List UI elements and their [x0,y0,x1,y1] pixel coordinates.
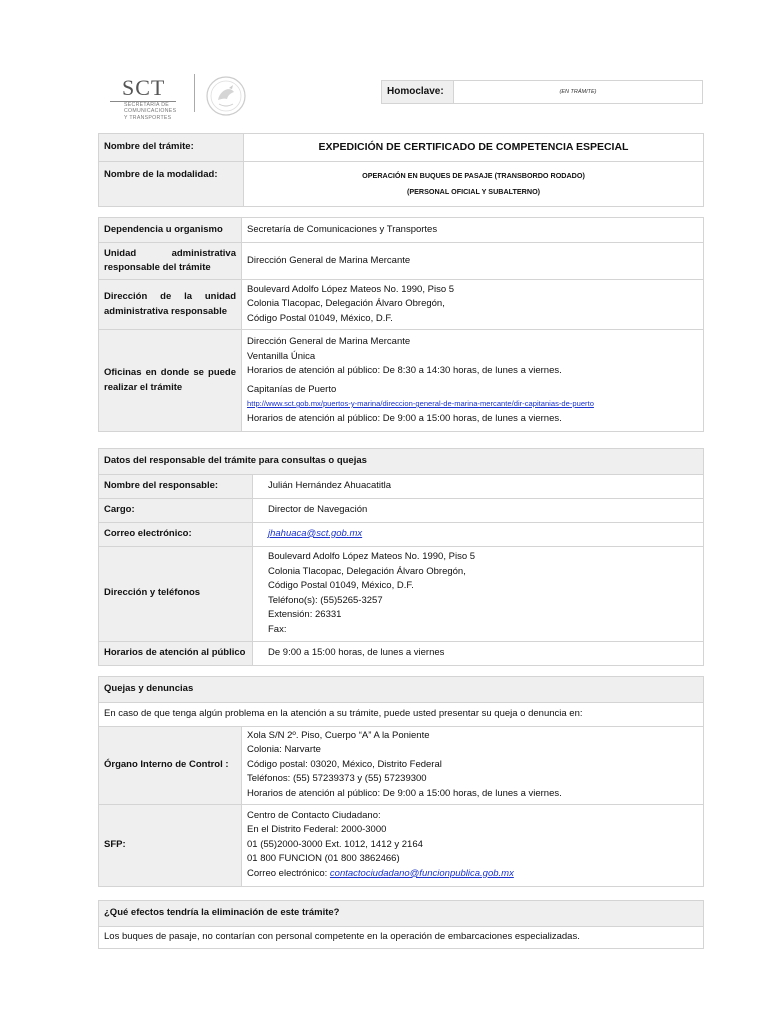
tramite-name-label: Nombre del trámite: [99,134,244,162]
organo-line: Horarios de atención al público: De 9:00 a 15:00 horas, de lunes a viernes. [247,787,562,799]
efectos-text: Los buques de pasaje, no contarían con personal competente en la operación de embarcaciones especializadas. [99,926,704,948]
logo-subtext-line: SECRETARÍA DE [124,102,170,108]
sfp-label: SFP: [99,804,242,886]
logo-subtext [124,102,176,121]
responsable-nombre-value: Julián Hernández Ahuacatitla [253,474,704,498]
sfp-email-link[interactable]: contactociudadano@funcionpublica.gob.mx [329,867,514,879]
correo-link[interactable]: jhahuaca@sct.gob.mx [268,527,363,539]
tramite-table [98,133,704,207]
contact-line: Fax: [268,623,287,635]
logo-divider [194,74,195,112]
direccion-telefonos-label: Dirección y teléfonos [99,546,253,641]
sfp-value [242,804,704,886]
responsable-table [98,448,704,666]
contact-line: Extensión: 26331 [268,609,342,620]
logo-subtext-line: COMUNICACIONES [124,108,177,115]
modalidad-value [244,162,704,207]
organo-line: Teléfonos: (55) 57239373 y (55) 57239300 [247,773,427,785]
oficina-line: Horarios de atención al público: De 8:30 a 14:30 horas, de lunes a viernes. [247,365,562,376]
quejas-intro: En caso de que tenga algún problema en la atención a su trámite, puede usted presentar su queja o denuncia en: [99,702,704,726]
quejas-header: Quejas y denuncias [99,677,704,703]
modalidad-line: OPERACIÓN EN BUQUES DE PASAJE (TRANSBORDO RODADO) [362,171,585,180]
capitanias-hours: Horarios de atención al público: De 9:00 a 15:00 horas, de lunes a viernes. [247,412,562,424]
contact-line: Código Postal 01049, México, D.F. [268,580,414,591]
modalidad-line: (PERSONAL OFICIAL Y SUBALTERNO) [406,187,541,196]
oficinas-label: Oficinas en donde se puede realizar el trámite [99,330,242,432]
capitanias-link[interactable]: http://www.sct.gob.mx/puertos-y-marina/direccion-general-de-marina-mercante/dir-capitanias-de-puerto [247,399,594,408]
homoclave-value: (EN TRÁMITE) [454,80,703,104]
direccion-unidad-label: Dirección de la unidad administrativa responsable [99,280,242,330]
tramite-name-text: EXPEDICIÓN DE CERTIFICADO DE COMPETENCIA ESPECIAL [318,140,629,153]
contact-line: Colonia Tlacopac, Delegación Álvaro Obregón, [268,565,466,577]
sfp-line: 01 (55)2000-3000 Ext. 1012, 1412 y 2164 [247,838,423,850]
organo-line: Colonia: Narvarte [247,744,321,756]
oficina-line: Ventanilla Única [247,350,316,362]
sfp-line: En el Distrito Federal: 2000-3000 [247,824,387,836]
cargo-value: Director de Navegación [253,498,704,522]
sct-logo [104,74,258,122]
modalidad-label: Nombre de la modalidad: [99,162,244,207]
correo-label: Correo electrónico: [99,522,253,546]
direccion-telefonos-value [253,546,704,641]
oficinas-value [242,330,704,432]
unidad-label: Unidad administrativa responsable del trámite [99,243,242,280]
direccion-unidad-value [242,280,704,330]
unidad-value: Dirección General de Marina Mercante [242,243,704,280]
mexico-coat-of-arms-icon [200,74,252,118]
correo-value-cell [253,522,704,546]
address-line: Código Postal 01049, México, D.F. [247,312,393,324]
cargo-label: Cargo: [99,498,253,522]
homoclave-label: Homoclave: [381,80,454,104]
tramite-name-value [244,134,704,162]
efectos-table [98,900,704,949]
sfp-line: Centro de Contacto Ciudadano: [247,809,381,821]
horarios-label: Horarios de atención al público [99,641,253,665]
efectos-header: ¿Qué efectos tendría la eliminación de este trámite? [99,901,704,927]
contact-line: Teléfono(s): (55)5265-3257 [268,594,383,606]
sfp-line: 01 800 FUNCION (01 800 3862466) [247,853,400,865]
organo-value [242,726,704,804]
address-line: Boulevard Adolfo López Mateos No. 1990, Piso 5 [247,283,455,295]
responsable-header: Datos del responsable del trámite para consultas o quejas [99,449,704,475]
logo-brand: SCT [122,75,166,100]
organo-line: Xola S/N 2º. Piso, Cuerpo “A” A la Poniente [247,729,430,741]
logo-subtext-line: Y TRANSPORTES [124,114,172,121]
dependencia-table [98,217,704,432]
sfp-email-line [247,867,698,882]
organo-line: Código postal: 03020, México, Distrito Federal [247,758,442,770]
capitanias-title: Capitanías de Puerto [247,383,337,395]
quejas-table [98,676,704,887]
horarios-value: De 9:00 a 15:00 horas, de lunes a viernes [253,641,704,665]
address-line: Colonia Tlacopac, Delegación Álvaro Obregón, [247,298,445,310]
dependencia-value: Secretaría de Comunicaciones y Transportes [242,218,704,243]
sfp-email-prefix: Correo electrónico: [247,867,330,879]
oficina-line: Dirección General de Marina Mercante [247,336,411,347]
organo-label: Órgano Interno de Control : [99,726,242,804]
contact-line: Boulevard Adolfo López Mateos No. 1990, Piso 5 [268,551,476,562]
responsable-nombre-label: Nombre del responsable: [99,474,253,498]
dependencia-label: Dependencia u organismo [99,218,242,243]
